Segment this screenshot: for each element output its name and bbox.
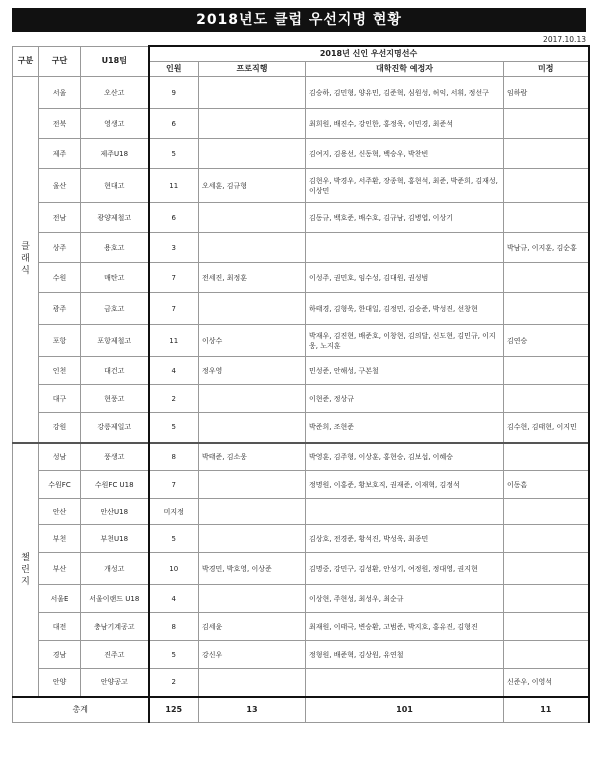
undecided-cell: 박남규, 이지훈, 김순홍 [504, 233, 589, 263]
header-college: 대학진학 예정자 [306, 62, 504, 77]
team-cell: 안산 [39, 499, 81, 525]
header-gubun: 구분 [13, 46, 39, 77]
u18-cell: 안양공고 [81, 669, 149, 697]
table-row [13, 443, 589, 471]
count-cell: 5 [149, 525, 199, 553]
team-cell: 성남 [39, 443, 81, 471]
u18-cell: 오산고 [81, 77, 149, 109]
u18-cell: 현대고 [81, 169, 149, 203]
table-row [13, 293, 589, 325]
college-cell: 민성준, 안해성, 구본철 [306, 357, 504, 385]
college-cell: 박준희, 조현준 [306, 413, 504, 443]
count-cell: 3 [149, 233, 199, 263]
u18-cell: 충남기계공고 [81, 613, 149, 641]
total-pro: 13 [199, 697, 306, 723]
u18-cell: 강릉제일고 [81, 413, 149, 443]
header-count: 인원 [149, 62, 199, 77]
header-pro: 프로직행 [199, 62, 306, 77]
table-row [13, 585, 589, 613]
classic-group-label [13, 77, 39, 443]
undecided-cell [504, 293, 589, 325]
team-cell: 서울 [39, 77, 81, 109]
count-cell: 7 [149, 471, 199, 499]
college-cell: 김상호, 전경준, 황석진, 박성욱, 최종민 [306, 525, 504, 553]
page-title: 2018년도 클럽 우선지명 현황 [12, 8, 586, 32]
undecided-cell [504, 203, 589, 233]
pro-cell [199, 525, 306, 553]
college-cell: 최재원, 이태극, 변승환, 고범준, 박지호, 홍유진, 김형진 [306, 613, 504, 641]
table-row [13, 233, 589, 263]
table-row [13, 669, 589, 697]
college-cell: 정형원, 배준혁, 김상원, 유연철 [306, 641, 504, 669]
college-cell: 이현준, 정상규 [306, 385, 504, 413]
team-cell: 서울E [39, 585, 81, 613]
undecided-cell [504, 385, 589, 413]
team-cell: 강원 [39, 413, 81, 443]
u18-cell: 영생고 [81, 109, 149, 139]
table-row [13, 613, 589, 641]
undecided-cell: 이동흠 [504, 471, 589, 499]
undecided-cell: 신준우, 이영석 [504, 669, 589, 697]
count-cell: 6 [149, 203, 199, 233]
count-cell: 9 [149, 77, 199, 109]
pro-cell [199, 413, 306, 443]
undecided-cell [504, 585, 589, 613]
total-undecided: 11 [504, 697, 589, 723]
u18-cell: 진주고 [81, 641, 149, 669]
table-row [13, 499, 589, 525]
table-row [13, 525, 589, 553]
total-label: 총계 [13, 697, 149, 723]
pro-cell [199, 139, 306, 169]
pro-cell [199, 585, 306, 613]
table-row [13, 357, 589, 385]
pro-cell [199, 233, 306, 263]
college-cell: 최희원, 배진수, 강인한, 홍정욱, 이민경, 최준석 [306, 109, 504, 139]
college-cell: 김여지, 김용선, 신동혁, 백승우, 박찬빈 [306, 139, 504, 169]
pro-cell: 전세진, 최정훈 [199, 263, 306, 293]
count-cell: 11 [149, 169, 199, 203]
header-u18: U18팀 [81, 46, 149, 77]
team-cell: 안양 [39, 669, 81, 697]
table-row [13, 553, 589, 585]
u18-cell: 대건고 [81, 357, 149, 385]
selection-table [12, 45, 590, 723]
u18-cell: 현풍고 [81, 385, 149, 413]
college-cell: 이상현, 주현성, 최성우, 최순규 [306, 585, 504, 613]
u18-cell: 안산U18 [81, 499, 149, 525]
undecided-cell [504, 525, 589, 553]
count-cell: 7 [149, 263, 199, 293]
header-team: 구단 [39, 46, 81, 77]
team-cell: 전북 [39, 109, 81, 139]
pro-cell: 오세훈, 김규형 [199, 169, 306, 203]
table-row [13, 203, 589, 233]
pro-cell: 박경민, 박호영, 이상준 [199, 553, 306, 585]
count-cell: 7 [149, 293, 199, 325]
undecided-cell [504, 357, 589, 385]
challenge-group-label [13, 443, 39, 697]
count-cell: 4 [149, 585, 199, 613]
undecided-cell [504, 641, 589, 669]
count-cell: 5 [149, 641, 199, 669]
u18-cell: 용호고 [81, 233, 149, 263]
undecided-cell [504, 109, 589, 139]
pro-cell [199, 203, 306, 233]
undecided-cell: 임하람 [504, 77, 589, 109]
count-cell: 8 [149, 613, 199, 641]
team-cell: 울산 [39, 169, 81, 203]
undecided-cell [504, 169, 589, 203]
pro-cell [199, 669, 306, 697]
table-row [13, 109, 589, 139]
table-row [13, 263, 589, 293]
table-row [13, 471, 589, 499]
undecided-cell [504, 263, 589, 293]
team-cell: 수원 [39, 263, 81, 293]
pro-cell: 이상수 [199, 325, 306, 357]
college-cell: 박영훈, 김주형, 이상훈, 홍현승, 김보섭, 이혜승 [306, 443, 504, 471]
header-undecided: 미정 [504, 62, 589, 77]
u18-cell: 풍생고 [81, 443, 149, 471]
college-cell [306, 499, 504, 525]
pro-cell [199, 385, 306, 413]
count-cell: 4 [149, 357, 199, 385]
table-row [13, 169, 589, 203]
table-row [13, 641, 589, 669]
pro-cell [199, 77, 306, 109]
team-cell: 부천 [39, 525, 81, 553]
team-cell: 광주 [39, 293, 81, 325]
table-row [13, 413, 589, 443]
pro-cell: 강신우 [199, 641, 306, 669]
table-row [13, 385, 589, 413]
college-cell: 김동규, 백호준, 배수호, 김규남, 김병엽, 이상기 [306, 203, 504, 233]
pro-cell [199, 109, 306, 139]
header-selected: 2018년 신인 우선지명선수 [149, 46, 589, 62]
team-cell: 대구 [39, 385, 81, 413]
undecided-cell [504, 443, 589, 471]
table-row [13, 325, 589, 357]
u18-cell: 개성고 [81, 553, 149, 585]
count-cell: 2 [149, 669, 199, 697]
undecided-cell [504, 139, 589, 169]
college-cell: 하태경, 김형욱, 한대일, 김정민, 김승준, 박성진, 선창현 [306, 293, 504, 325]
team-cell: 부산 [39, 553, 81, 585]
count-cell: 5 [149, 139, 199, 169]
classic-group-text: 클래식 [21, 242, 30, 277]
team-cell: 수원FC [39, 471, 81, 499]
count-cell: 11 [149, 325, 199, 357]
u18-cell: 제주U18 [81, 139, 149, 169]
count-cell: 미지정 [149, 499, 199, 525]
team-cell: 상주 [39, 233, 81, 263]
u18-cell: 매탄고 [81, 263, 149, 293]
u18-cell: 서울이랜드 U18 [81, 585, 149, 613]
u18-cell: 포항제철고 [81, 325, 149, 357]
undecided-cell [504, 499, 589, 525]
college-cell: 이성주, 권민호, 임수성, 김대원, 권성범 [306, 263, 504, 293]
undecided-cell: 김연승 [504, 325, 589, 357]
college-cell [306, 669, 504, 697]
undecided-cell [504, 553, 589, 585]
team-cell: 전남 [39, 203, 81, 233]
pro-cell [199, 471, 306, 499]
u18-cell: 금호고 [81, 293, 149, 325]
college-cell: 박재우, 김진현, 배준호, 이창현, 김의달, 신도현, 김민규, 이지웅, 노지훈 [306, 325, 504, 357]
count-cell: 5 [149, 413, 199, 443]
college-cell: 김승하, 김민형, 양유민, 김준혁, 심원성, 허익, 서휘, 정선구 [306, 77, 504, 109]
u18-cell: 부천U18 [81, 525, 149, 553]
u18-cell: 수원FC U18 [81, 471, 149, 499]
count-cell: 6 [149, 109, 199, 139]
team-cell: 대전 [39, 613, 81, 641]
undecided-cell [504, 613, 589, 641]
team-cell: 제주 [39, 139, 81, 169]
pro-cell: 박태준, 김소웅 [199, 443, 306, 471]
total-count: 125 [149, 697, 199, 723]
college-cell: 김현우, 박경우, 서주환, 장종혁, 홍현석, 최준, 박준희, 김재성, 이상민 [306, 169, 504, 203]
team-cell: 경남 [39, 641, 81, 669]
total-college: 101 [306, 697, 504, 723]
count-cell: 8 [149, 443, 199, 471]
count-cell: 10 [149, 553, 199, 585]
table-row [13, 139, 589, 169]
college-cell [306, 233, 504, 263]
undecided-cell: 김수현, 김태현, 이지민 [504, 413, 589, 443]
u18-cell: 광양제철고 [81, 203, 149, 233]
team-cell: 포항 [39, 325, 81, 357]
college-cell: 정명원, 이홍준, 황보호직, 권재준, 이재혁, 김정석 [306, 471, 504, 499]
pro-cell [199, 293, 306, 325]
table-row [13, 77, 589, 109]
pro-cell [199, 499, 306, 525]
pro-cell: 정우영 [199, 357, 306, 385]
college-cell: 김명중, 강민구, 김성환, 안성기, 여정원, 정대영, 권지현 [306, 553, 504, 585]
team-cell: 인천 [39, 357, 81, 385]
pro-cell: 김세윤 [199, 613, 306, 641]
date-label: 2017.10.13 [543, 35, 586, 44]
challenge-group-text: 챌린지 [21, 552, 30, 587]
count-cell: 2 [149, 385, 199, 413]
